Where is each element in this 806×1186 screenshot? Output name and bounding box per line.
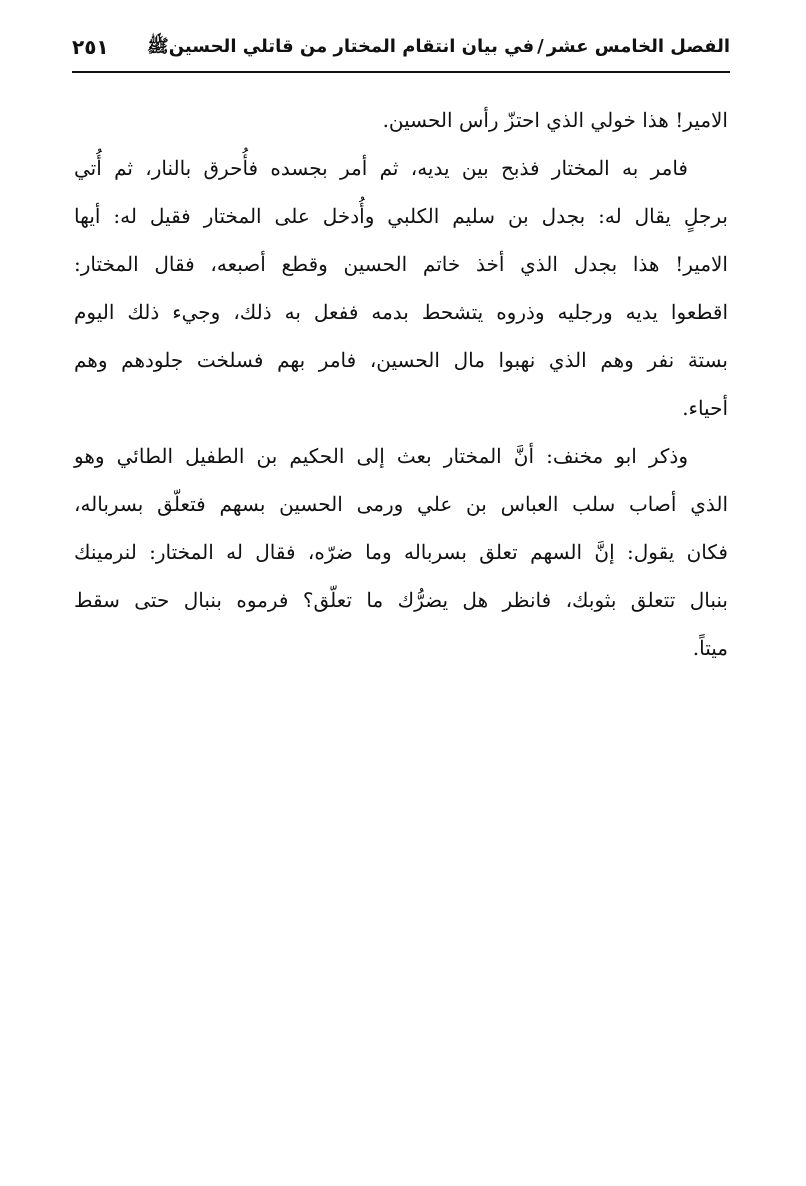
paragraph — [74, 144, 728, 432]
paragraph — [74, 432, 728, 672]
paragraph — [74, 96, 728, 144]
text-line: بنبال تتعلق بثوبك، فانظر هل يضرُّك ما تعلّق؟ فرموه بنبال حتى سقط — [74, 588, 728, 612]
text-line: وذكر ابو مخنف: أنَّ المختار بعث إلى الحكيم بن الطفيل الطائي وهو — [74, 444, 688, 468]
text-line: أحياء. — [682, 396, 728, 420]
page-number: ٢٥١ — [72, 35, 109, 59]
running-header — [72, 30, 730, 70]
honorific-glyph: ﷺ — [146, 36, 169, 57]
text-line: برجلٍ يقال له: بجدل بن سليم الكلبي وأُدخل على المختار فقيل له: أيها — [74, 204, 728, 228]
chapter-subject: في بيان انتقام المختار من قاتلي الحسين — [168, 36, 535, 57]
text-line: الامير! هذا خولي الذي احتزّ رأس الحسين. — [382, 108, 728, 132]
text-line: ميتاً. — [692, 636, 728, 660]
body-text — [74, 96, 728, 672]
header-separator: / — [537, 36, 544, 57]
header-title — [147, 32, 730, 62]
chapter-label: الفصل الخامس عشر — [546, 36, 730, 57]
text-line: بستة نفر وهم الذي نهبوا مال الحسين، فامر بهم فسلخت جلودهم وهم — [74, 348, 728, 372]
text-line: فكان يقول: إنَّ السهم تعلق بسرباله وما ضرّه، فقال له المختار: لنرمينك — [74, 540, 728, 564]
header-rule — [72, 71, 730, 73]
text-line: اقطعوا يديه ورجليه وذروه يتشحط بدمه ففعل به ذلك، وجيء ذلك اليوم — [74, 300, 728, 324]
text-line: الذي أصاب سلب العباس بن علي ورمى الحسين بسهم فتعلّق بسرباله، — [74, 492, 728, 516]
text-line: الامير! هذا بجدل الذي أخذ خاتم الحسين وقطع أصبعه، فقال المختار: — [74, 252, 728, 276]
text-line: فامر به المختار فذبح بين يديه، ثم أمر بجسده فأُحرق بالنار، ثم أُتي — [74, 156, 688, 180]
